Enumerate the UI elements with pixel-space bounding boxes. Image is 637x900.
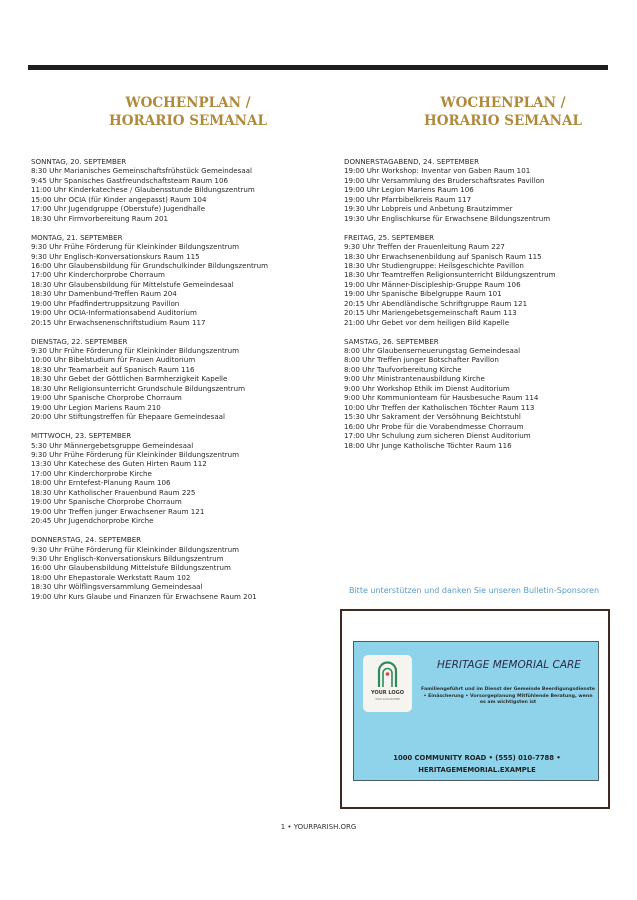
day-heading: DIENSTAG, 22. SEPTEMBER	[31, 336, 128, 346]
event-line: 9:00 Uhr Workshop Ethik im Dienst Auditorium	[344, 383, 510, 393]
event-line: 18:30 Uhr Erwachsenenbildung auf Spanisch Raum 115	[344, 251, 542, 261]
day-block	[344, 157, 556, 223]
event-line: 9:30 Uhr Treffen der Frauenleitung Raum 227	[344, 242, 505, 252]
event-line: 19:00 Uhr Kurs Glaube und Finanzen für Erwachsene Raum 201	[31, 591, 257, 601]
left-schedule-column	[31, 157, 268, 611]
event-line: 18:30 Uhr Teamarbeit auf Spanisch Raum 116	[31, 364, 195, 374]
event-line: 18:30 Uhr Gebet der Göttlichen Barmherzigkeit Kapelle	[31, 374, 228, 384]
event-line: 16:00 Uhr Glaubensbildung Mittelstufe Bildungszentrum	[31, 563, 231, 573]
event-line: 21:00 Uhr Gebet vor dem heiligen Bild Kapelle	[344, 317, 510, 327]
event-line: 20:45 Uhr Jugendchorprobe Kirche	[31, 516, 154, 526]
top-rule	[28, 65, 608, 70]
day-block	[31, 233, 268, 328]
sponsor-contact	[354, 752, 600, 776]
event-line: 15:30 Uhr Sakrament der Versöhnung Beichtstuhl	[344, 412, 521, 422]
day-block	[31, 535, 268, 601]
event-line: 20:15 Uhr Abendländische Schriftgruppe Raum 121	[344, 298, 528, 308]
day-block	[344, 233, 556, 328]
event-line: 10:00 Uhr Bibelstudium für Frauen Auditorium	[31, 355, 196, 365]
day-block	[344, 337, 556, 450]
event-line: 18:30 Uhr Wölflingsversammlung Gemeindesaal	[31, 582, 203, 592]
event-line: 19:00 Uhr OCIA-Informationsabend Auditorium	[31, 308, 197, 318]
page-footer: 1 • YOURPARISH.ORG	[280, 823, 357, 831]
event-line: 17:00 Uhr Kinderchorprobe Kirche	[31, 468, 152, 478]
event-line: 18:30 Uhr Damenbund-Treffen Raum 204	[31, 289, 177, 299]
logo-text: YOUR LOGO	[371, 690, 404, 696]
event-line: 19:00 Uhr Männer-Discipleship-Gruppe Raum 106	[344, 279, 521, 289]
event-line: 17:00 Uhr Kinderchorprobe Chorraum	[31, 270, 165, 280]
event-line: 9:00 Uhr Kommunionteam für Hausbesuche Raum 114	[344, 393, 539, 403]
day-heading: DONNERSTAG, 24. SEPTEMBER	[31, 535, 142, 545]
event-line: 9:30 Uhr Englisch-Konversationskurs Raum 115	[31, 251, 200, 261]
event-line: 18:00 Uhr Erntefest-Planung Raum 106	[31, 478, 171, 488]
day-heading: DONNERSTAGABEND, 24. SEPTEMBER	[344, 157, 480, 166]
event-line: 19:00 Uhr Pfadfindertruppsitzung Pavillon	[31, 298, 180, 308]
event-line: 18:30 Uhr Religionsunterricht Grundschule Bildungszentrum	[31, 383, 246, 393]
day-block	[31, 431, 268, 526]
day-heading: SONNTAG, 20. SEPTEMBER	[31, 157, 127, 166]
event-line: 9:30 Uhr Englisch-Konversationskurs Bildungszentrum	[31, 553, 224, 563]
event-line: 16:00 Uhr Glaubensbildung für Grundschulkinder Bildungszentrum	[31, 260, 269, 270]
event-line: 13:30 Uhr Katechese des Guten Hirten Raum 112	[31, 459, 207, 469]
event-line: 19:00 Uhr Workshop: Inventar von Gaben Raum 101	[344, 166, 531, 176]
event-line: 20:00 Uhr Stiftungstreffen für Ehepaare Gemeindesaal	[31, 412, 225, 422]
sponsor-contact-line-1: 1000 COMMUNITY ROAD • (555) 010-7788 •	[393, 754, 561, 762]
left-title-line-1: WOCHENPLAN /	[125, 95, 251, 111]
event-line: 20:15 Uhr Erwachsenenschriftstudium Raum 117	[31, 317, 206, 327]
event-line: 17:00 Uhr Jugendgruppe (Oberstufe) Jugendhalle	[31, 204, 206, 214]
event-line: 9:00 Uhr Ministrantenausbildung Kirche	[344, 374, 485, 384]
event-line: 18:30 Uhr Katholischer Frauenbund Raum 225	[31, 487, 196, 497]
left-title-line-2: HORARIO SEMANAL	[109, 113, 267, 129]
sponsor-logo	[363, 655, 412, 712]
event-line: 20:15 Uhr Mariengebetsgemeinschaft Raum 113	[344, 308, 517, 318]
arch-logo-icon	[377, 660, 398, 688]
event-line: 11:00 Uhr Kinderkatechese / Glaubensstunde Bildungszentrum	[31, 185, 255, 195]
event-line: 15:00 Uhr OCIA (für Kinder angepasst) Raum 104	[31, 194, 207, 204]
event-line: 19:00 Uhr Spanische Chorprobe Chorraum	[31, 393, 182, 403]
right-schedule-title	[403, 94, 603, 130]
event-line: 19:30 Uhr Englischkurse für Erwachsene Bildungszentrum	[344, 213, 551, 223]
day-heading: SAMSTAG, 26. SEPTEMBER	[344, 336, 439, 346]
event-line: 9:30 Uhr Frühe Förderung für Kleinkinder Bildungszentrum	[31, 544, 240, 554]
sponsor-website[interactable]: HERITAGEMEMORIAL.EXAMPLE	[418, 766, 536, 774]
event-line: 9:45 Uhr Spanisches Gastfreundschaftsteam Raum 106	[31, 175, 228, 185]
sponsor-description: Familiengeführt und im Dienst der Gemeinde Beerdigungsdienste • Einäscherung • Vorsorgeplanung Mitfühlende Beratung, wenn es am wichtigsten ist	[421, 687, 595, 706]
day-heading: MITTWOCH, 23. SEPTEMBER	[31, 431, 132, 441]
left-schedule-title	[88, 94, 288, 130]
event-line: 19:00 Uhr Versammlung des Bruderschaftsrates Pavillon	[344, 175, 545, 185]
event-line: 19:00 Uhr Pfarrbibelkreis Raum 117	[344, 194, 472, 204]
event-line: 9:30 Uhr Frühe Förderung für Kleinkinder Bildungszentrum	[31, 242, 240, 252]
event-line: 9:30 Uhr Frühe Förderung für Kleinkinder Bildungszentrum	[31, 346, 240, 356]
day-heading: FREITAG, 25. SEPTEMBER	[344, 232, 435, 242]
event-line: 19:00 Uhr Spanische Chorprobe Chorraum	[31, 497, 182, 507]
event-line: 9:30 Uhr Frühe Förderung für Kleinkinder Bildungszentrum	[31, 450, 240, 459]
sponsor-note: Bitte unterstützen und danken Sie unseren Bulletin-Sponsoren	[348, 586, 600, 595]
event-line: 18:30 Uhr Glaubensbildung für Mittelstufe Gemeindesaal	[31, 279, 234, 289]
event-line: 8:00 Uhr Taufvorbereitung Kirche	[344, 364, 462, 374]
logo-slogan: YOUR SLOGAN HERE	[375, 698, 400, 701]
event-line: 18:30 Uhr Teamtreffen Religionsunterricht Bildungszentrum	[344, 270, 556, 280]
event-line: 18:00 Uhr Junge Katholische Töchter Raum 116	[344, 440, 512, 450]
event-line: 8:30 Uhr Marianisches Gemeinschaftsfrühstück Gemeindesaal	[31, 166, 252, 176]
event-line: 18:30 Uhr Firmvorbereitung Raum 201	[31, 213, 169, 223]
day-block	[31, 157, 268, 223]
event-line: 18:30 Uhr Studiengruppe: Heilsgeschichte Pavillon	[344, 260, 524, 270]
sponsor-name: HERITAGE MEMORIAL CARE	[437, 659, 581, 671]
event-line: 10:00 Uhr Treffen der Katholischen Töchter Raum 113	[344, 402, 535, 412]
event-line: 19:30 Uhr Lobpreis und Anbetung Brautzimmer	[344, 204, 513, 214]
event-line: 5:30 Uhr Männergebetsgruppe Gemeindesaal	[31, 440, 194, 450]
day-block	[31, 337, 268, 422]
right-schedule-column	[344, 157, 556, 459]
sponsor-ad-card[interactable]	[353, 641, 599, 781]
event-line: 19:00 Uhr Spanische Bibelgruppe Raum 101	[344, 289, 502, 299]
event-line: 8:00 Uhr Glaubenserneuerungstag Gemeindesaal	[344, 346, 521, 356]
event-line: 19:00 Uhr Treffen junger Erwachsener Raum 121	[31, 506, 205, 516]
event-line: 19:00 Uhr Legion Mariens Raum 210	[31, 402, 161, 412]
right-title-line-1: WOCHENPLAN /	[440, 95, 566, 111]
event-line: 18:00 Uhr Ehepastorale Werkstatt Raum 102	[31, 572, 191, 582]
event-line: 16:00 Uhr Probe für die Vorabendmesse Chorraum	[344, 421, 524, 431]
event-line: 17:00 Uhr Schulung zum sicheren Dienst Auditorium	[344, 431, 531, 441]
sponsor-ad-frame	[340, 609, 610, 809]
event-line: 8:00 Uhr Treffen junger Botschafter Pavillon	[344, 355, 499, 365]
right-title-line-2: HORARIO SEMANAL	[424, 113, 582, 129]
day-heading: MONTAG, 21. SEPTEMBER	[31, 232, 123, 242]
event-line: 19:00 Uhr Legion Mariens Raum 106	[344, 185, 474, 195]
